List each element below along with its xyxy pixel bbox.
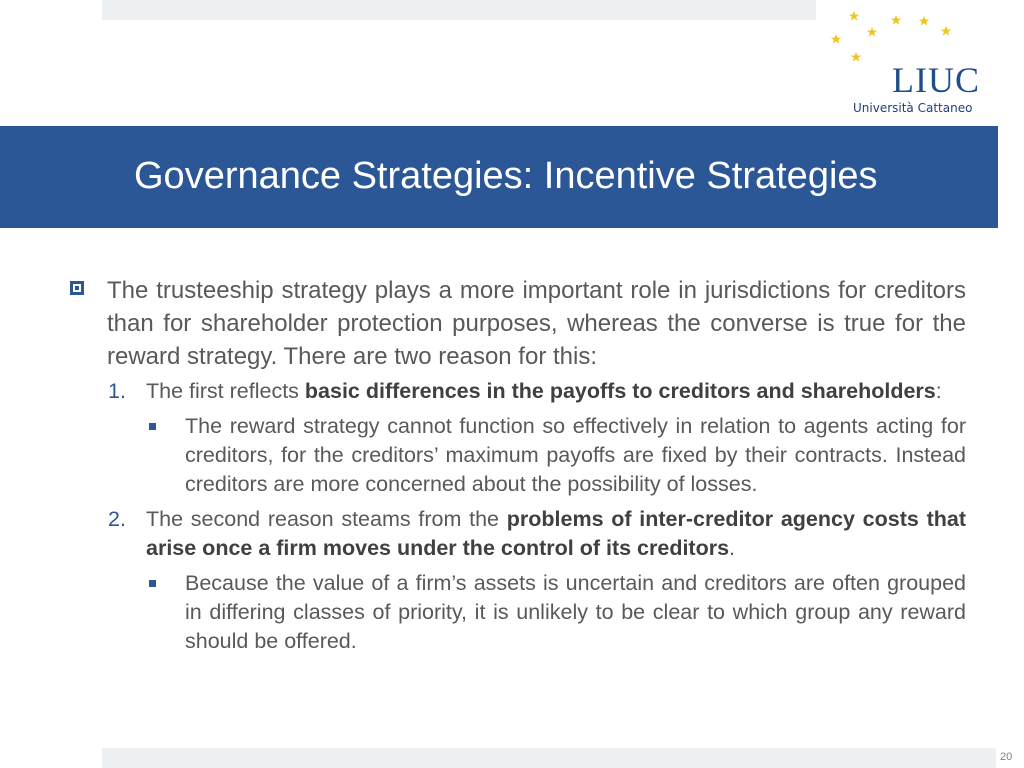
sub-bullet-2 bbox=[70, 569, 966, 656]
main-bullet-text: The trusteeship strategy plays a more important role in jurisdictions for creditors than for shareholder protection purposes, whereas the converse is true for the reward strategy. There are two reason for this: bbox=[107, 277, 966, 370]
logo-name: LIUC bbox=[892, 60, 980, 100]
logo-subtitle: Università Cattaneo bbox=[853, 101, 973, 115]
item-number: 2. bbox=[108, 507, 126, 531]
small-square-bullet-icon bbox=[149, 580, 156, 587]
numbered-item-2 bbox=[70, 505, 966, 563]
item-lead-text: The first reflects bbox=[146, 379, 305, 403]
item-tail-text: : bbox=[935, 379, 942, 403]
liuc-logo bbox=[826, 10, 994, 120]
slide-title: Governance Strategies: Incentive Strategies bbox=[134, 155, 878, 197]
main-bullet bbox=[70, 274, 966, 373]
small-square-bullet-icon bbox=[149, 423, 156, 430]
eu-stars-right-icon bbox=[826, 10, 994, 50]
sub-bullet-text: Because the value of a firm’s assets is uncertain and creditors are often grouped in differing classes of priority, it is unlikely to be clear to which group any reward should be offered. bbox=[185, 571, 966, 653]
sub-bullet-text: The reward strategy cannot function so effectively in relation to agents acting for creditors, for the creditors’ maximum payoffs are fixed by their contracts. Instead creditors are more concerned about the possibility of losses. bbox=[185, 414, 966, 496]
numbered-item-1 bbox=[70, 377, 966, 406]
slide-number: 20 bbox=[1000, 751, 1013, 763]
title-bar bbox=[0, 126, 998, 228]
bottom-decor-strip bbox=[102, 748, 996, 768]
square-bullet-icon bbox=[70, 281, 84, 295]
sub-bullet-1 bbox=[70, 412, 966, 499]
top-decor-strip bbox=[102, 0, 816, 20]
item-bold-text: basic differences in the payoffs to creditors and shareholders bbox=[304, 379, 936, 403]
item-number: 1. bbox=[108, 379, 126, 403]
slide-content bbox=[70, 274, 966, 656]
item-bold-text: problems of inter-creditor agency costs that arise once a firm moves under the control of its creditors bbox=[146, 507, 966, 560]
item-tail-text: . bbox=[729, 536, 736, 560]
item-lead-text: The second reason steams from the bbox=[146, 507, 507, 531]
